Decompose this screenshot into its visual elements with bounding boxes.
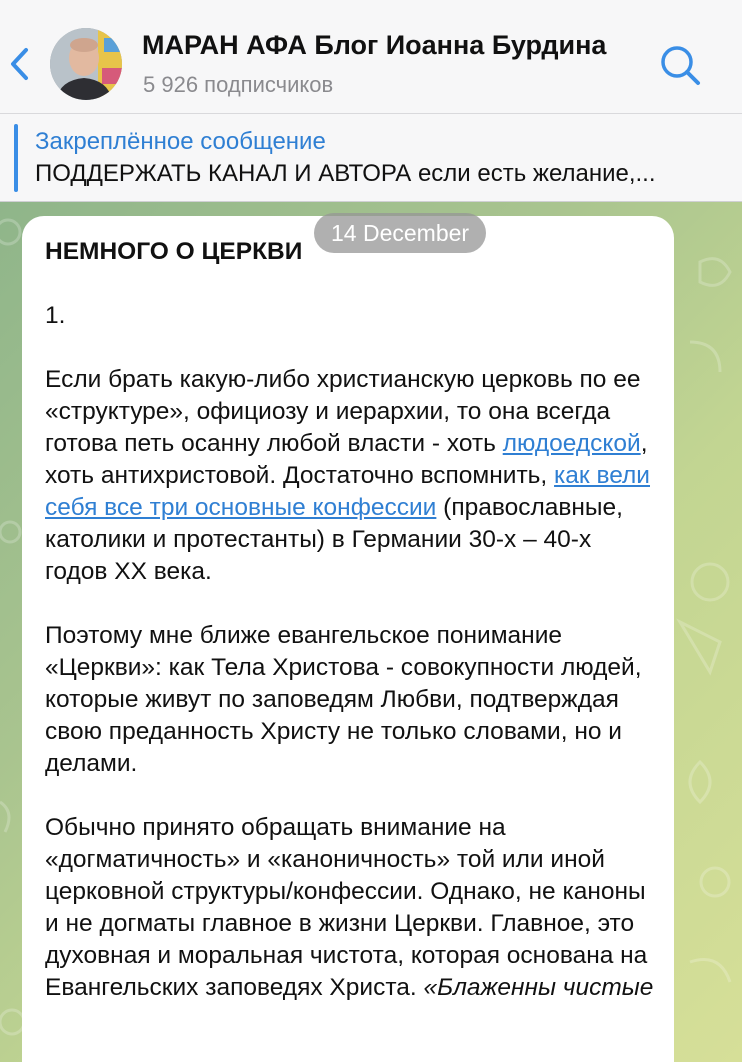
message-heading: НЕМНОГО О ЦЕРКВИ — [45, 238, 303, 265]
subscriber-count: 5 926 подписчиков — [143, 72, 334, 97]
paragraph-3-italic: «Блаженны чистые — [423, 974, 654, 1001]
channel-title[interactable]: МАРАН АФА Блог Иоанна Бурдина — [142, 30, 607, 60]
pinned-title: Закреплённое сообщение — [35, 128, 326, 155]
link-three-confessions[interactable]: как вели себя все три основные конфессии — [45, 462, 650, 521]
paragraph-3-text: Обычно принято обращать внимание на «догматичность» и «каноничность» той или иной церковной структуры/конфессии. Однако, не каноны и не догматы главное в жизни Церкви. Главное, это духовная и моральная чистота, которая основана на Евангельских заповедях Христа. — [45, 814, 648, 1001]
date-badge: 14 December — [314, 213, 486, 253]
pinned-text: ПОДДЕРЖАТЬ КАНАЛ И АВТОРА если есть желание,... — [35, 160, 656, 187]
chat-header — [0, 0, 742, 114]
channel-avatar[interactable] — [50, 28, 122, 100]
back-button[interactable] — [6, 44, 32, 84]
paragraph-1-text-a: Если брать какую-либо христианскую церковь по ее «структуре», официозу и иерархии, то она всегда готова петь осанну любой власти - хоть — [45, 366, 641, 457]
chevron-left-icon — [6, 44, 32, 84]
avatar-image — [50, 28, 122, 100]
chat-area[interactable] — [0, 202, 742, 1062]
link-cannibalistic[interactable]: людоедской — [502, 430, 641, 457]
message-number: 1. — [45, 302, 66, 329]
message-paragraph-3 — [45, 812, 657, 1004]
message-paragraph-2: Поэтому мне ближе евангельское понимание «Церкви»: как Тела Христова - совокупности людей, которые живут по заповедям Любви, подтверждая свою преданность Христу не только словами, но и делами. — [45, 622, 642, 777]
pinned-message-bar[interactable] — [0, 114, 742, 202]
pinned-indicator — [14, 124, 18, 192]
message-bubble[interactable] — [22, 216, 674, 1062]
paragraph-1-text-b: , хоть антихристовой. Достаточно вспомнить, — [45, 430, 648, 489]
paragraph-1-text-c: (православные, католики и протестанты) в Германии 30-х – 40-х годов XX века. — [45, 494, 623, 585]
message-text — [45, 236, 657, 1036]
search-button[interactable] — [656, 42, 704, 90]
message-paragraph-1 — [45, 364, 657, 588]
search-icon — [656, 42, 704, 90]
